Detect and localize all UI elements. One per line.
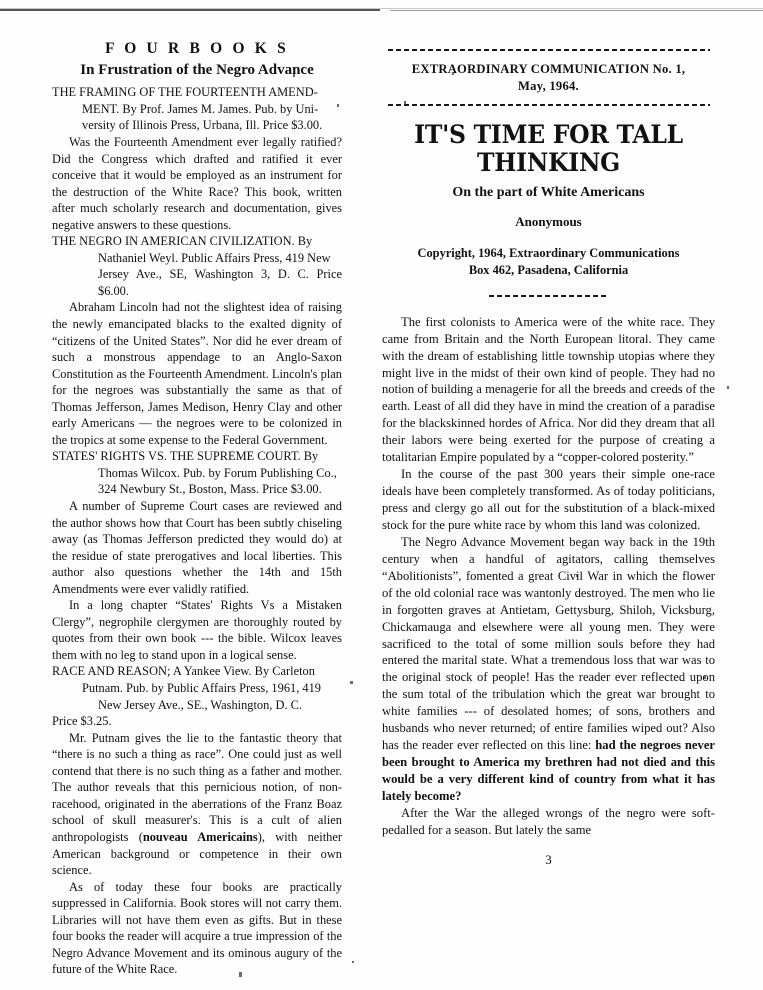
copyright-line-1: Copyright, 1964, Extraordinary Communications	[417, 246, 680, 260]
book-1-title: THE FRAMING OF THE FOURTEENTH AMEND-	[52, 85, 318, 100]
divider-rule-top	[388, 48, 710, 52]
book-3-review-part-2: In a long chapter “States' Rights Vs a Mistaken Clergy”, negrophile clergymen are thoroughly routed by quotes from their own book --- the bible. Wilcox leaves them with no leg to stand upon in a logical sense.	[52, 598, 342, 662]
book-entry-4	[52, 663, 342, 729]
article-paragraph-4: After the War the alleged wrongs of the negro were soft-pedalled for a season. But lately the same	[382, 805, 715, 837]
book-3-imprint-line-2: 324 Newbury St., Boston, Mass. Price $3.00.	[98, 482, 322, 497]
divider-rule-middle	[388, 103, 710, 107]
book-entry-1	[52, 84, 342, 134]
issue-line-1: EXTRAORDINARY COMMUNICATION No. 1,	[411, 62, 686, 76]
article-paragraph-3-plain: The Negro Advance Movement began way back in the 19th century when a handful of agitators, calling themselves “Abolitionists”, fomented a great Civil War in which the flower of the old colonial race was wantonly destroyed. The men who lie in forgotten graves at Antietam, Gettysburg, Shiloh, Vicksburg, Chickamauga and elsewhere were all young men. They were sacrificed to the total of some million souls before they had entered the marital state. What a tremendous loss that war was to the original stock of people! Has the reader ever reflected upon the sum total of the tribulation which the great war brought to white families --- of desolated homes; of sons, brothers and husbands who never returned; of entire families wiped out? Also has the reader ever reflected on this line:	[382, 534, 715, 753]
book-entry-2	[52, 233, 342, 299]
book-3-imprint-line-1: Thomas Wilcox. Pub. by Forum Publishing Co.,	[98, 465, 337, 480]
left-column-closing-paragraph: As of today these four books are practically suppressed in California. Book stores will not carry them. Libraries will not have them even as gifts. But in these four books the reader will acquire a true impression of the Negro Advance Movement and its ominous augury of the future of the White Race.	[52, 879, 342, 977]
page-number: 3	[545, 851, 552, 867]
book-4-review	[52, 730, 342, 879]
book-3-review-part-1: A number of Supreme Court cases are reviewed and the author shows how that Court has been subtly chiseling away (as Thomas Jefferson predicted they would do) at the residue of state prerogatives and local liberties. This author also questions whether the 14th and 15th Amendments were ever validly ratified.	[52, 499, 342, 596]
book-2-imprint-line-2: Jersey Ave., SE, Washington 3, D. C. Price $6.00.	[98, 267, 342, 298]
book-2-title: THE NEGRO IN AMERICAN CIVILIZATION. By	[52, 234, 313, 249]
book-4-review-text-2: ), with neither American background or competence in their own science.	[52, 829, 342, 878]
book-4-title: RACE AND REASON; A Yankee View. By Carleton	[52, 664, 315, 679]
divider-rule-short	[489, 294, 609, 298]
book-4-imprint-line-2: New Jersey Ave., SE., Washington, D. C.	[98, 697, 303, 712]
book-4-review-emphasis: nouveau Americains	[142, 829, 258, 844]
book-2-imprint-line-1: Nathaniel Weyl. Public Affairs Press, 419 New	[98, 250, 331, 265]
book-1-imprint-line-1: MENT. By Prof. James M. James. Pub. by Uni-	[82, 101, 319, 116]
copyright-line-2: Box 462, Pasadena, California	[468, 263, 629, 278]
book-4-imprint-line-3: Price $3.25.	[52, 714, 112, 729]
article-byline: Anonymous	[515, 214, 582, 229]
book-2-review: Abraham Lincoln had not the slightest idea of raising the newly emancipated blacks to the exalted dignity of “citizens of the United States”. Nor did he ever dream of such a monstrous appendage to an Anglo-Saxon Constitution as the Fourteenth Amendment. Lincoln's plan for the negroes was substantially the same as that of Thomas Jefferson, James Medison, Henry Clay and other early Americans — the negroes were to be colonized in the tropics at some expense to the Federal Government.	[52, 300, 342, 447]
issue-line-2: May, 1964.	[518, 79, 579, 93]
book-1-review: Was the Fourteenth Amendment ever legally ratified? Did the Congress which drafted and ratified it ever conceive that it would be employed as an instrument for the destruction of the White Race? This book, written after much scholarly research and documentation, gives negative answers to these questions.	[52, 134, 342, 232]
book-3-title: STATES' RIGHTS VS. THE SUPREME COURT. By	[52, 449, 319, 464]
right-column	[382, 40, 715, 868]
book-4-imprint-line-1: Putnam. Pub. by Public Affairs Press, 1961, 419	[82, 681, 321, 696]
book-4-review-text-1: Mr. Putnam gives the lie to the fantastic theory that “there is no such a thing as race”. One could just as well contend that there is no such thing as a father and mother. The author reveals that this pernicious notion, of non-racehood, originated in the aberrations of the Franz Boaz school of skull measurer's. This is a cult of alien anthropologists (	[52, 730, 342, 844]
article-headline: IT'S TIME FOR TALL THINKING	[414, 120, 683, 177]
article-subheadline: On the part of White Americans	[452, 185, 645, 200]
article-paragraph-3	[382, 534, 715, 805]
article-paragraph-3-emphasis: had the negroes never been brought to America my brethren had not died and this would be a very different kind of country from what it has lately become?	[382, 738, 715, 803]
left-column	[52, 40, 342, 978]
book-entry-3	[52, 448, 342, 498]
article-paragraph-2: In the course of the past 300 years their simple one-race ideals have been completely transformed. As of today politicians, press and clergy go all out for the substitution of a black-mixed stock for the pure white race by whom this land was colonized.	[382, 467, 715, 532]
left-column-subheading: In Frustration of the Negro Advance	[80, 61, 314, 78]
book-1-imprint-line-2: versity of Illinois Press, Urbana, Ill. Price $3.00.	[82, 118, 323, 133]
article-paragraph-1: The first colonists to America were of the white race. They came from Britain and the North European litoral. They came with the dream of establishing little township utopias where they might live in the midst of their own kind of people. They had no notion of building a menagerie for all the breeds and creeds of the earth. Least of all did they have in mind the creation of a paradise for the blackskinned hordes of Africa. Nor did they dream that all their labors were being exerted for the purpose of creating a totalitarian Empire populated by a “copper-colored posterity.”	[382, 314, 715, 465]
left-column-heading: F O U R B O O K S	[105, 40, 289, 57]
